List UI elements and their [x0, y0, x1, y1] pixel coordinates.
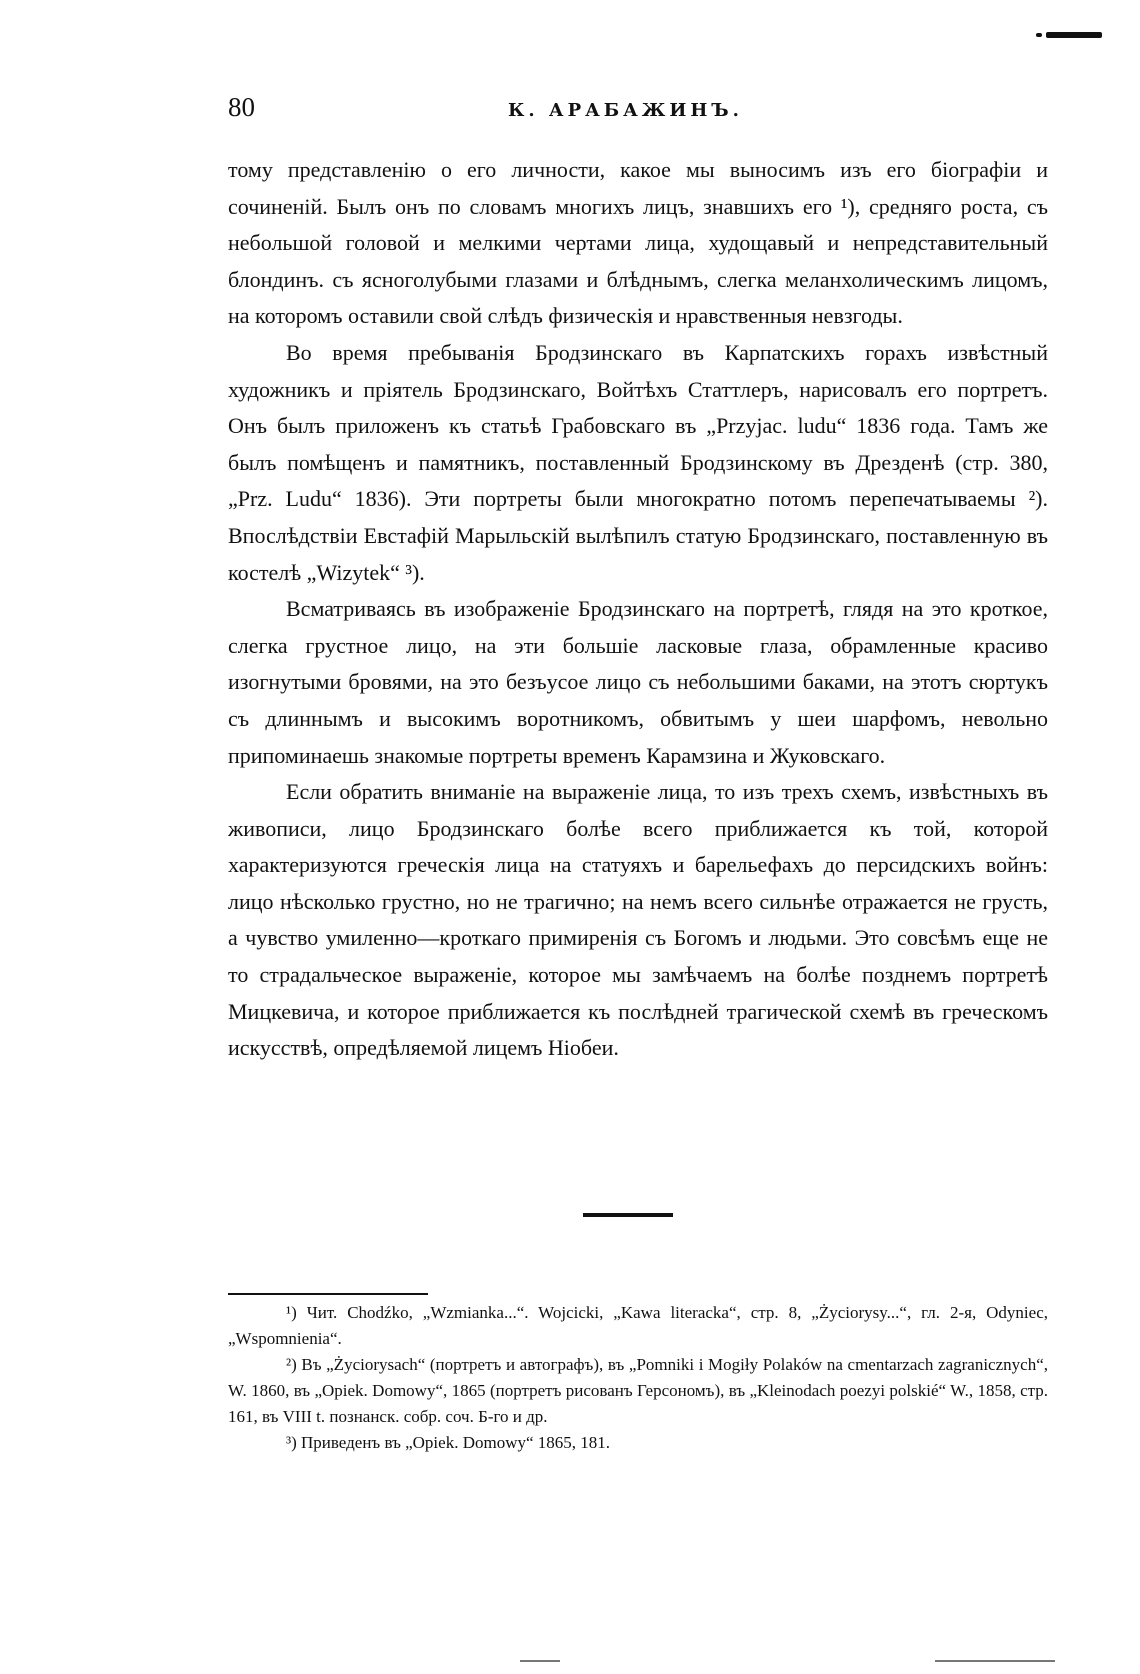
main-text [228, 152, 1048, 1067]
page-number: 80 [228, 92, 255, 122]
paragraph-1: тому представленію о его личности, какое мы выносимъ изъ его біографіи и сочиненій. Былъ онъ по словамъ многихъ лицъ, знавшихъ его ¹), средняго роста, съ небольшой головой и мелкими чертами лица, худощавый и непредставительный блондинъ. съ ясноголубыми глазами и блѣднымъ, слегка меланхолическимъ лицомъ, на которомъ оставили свой слѣдъ физическія и нравственныя невзгоды. [228, 157, 1048, 329]
footnote-2: ²) Въ „Życiorysach“ (портретъ и автографъ), въ „Pomniki i Mogiły Polaków na cmentarzach zagranicznych“, W. 1860, въ „Opiek. Domowy“, 1865 (портретъ рисованъ Герсономъ), въ „Kleinodach poezyi polskié“ W., 1858, стр. 161, въ VIII t. познанск. собр. соч. Б-го и др. [228, 1355, 1048, 1426]
page-header [228, 92, 1048, 132]
scan-bottom-mark [935, 1660, 1055, 1662]
paragraph-3: Всматриваясь въ изображеніе Бродзинскаго на портретѣ, глядя на это кроткое, слегка грустное лицо, на эти большіе ласковые глаза, обрамленные красиво изогнутыми бровями, на это безъусое лицо съ небольшими баками, на этотъ сюртукъ съ длиннымъ и высокимъ воротникомъ, обвитымъ у шеи шарфомъ, невольно припоминаешь знакомые портреты временъ Карамзина и Жуковскаго. [228, 596, 1048, 768]
footnote-rule [228, 1293, 428, 1295]
paragraph-4: Если обратить вниманіе на выраженіе лица, то изъ трехъ схемъ, извѣстныхъ въ живописи, лицо Бродзинскаго болѣе всего приближается къ той, которой характеризуются греческія лица на статуяхъ и барельефахъ до персидскихъ войнъ: лицо нѣсколько грустно, но не трагично; на немъ всего сильнѣе отражается не грусть, а чувство умиленно—кроткаго примиренія съ Богомъ и людьми. Это совсѣмъ еще не то страдальческое выраженіе, которое мы замѣчаемъ на болѣе позднемъ портретѣ Мицкевича, и которое приближается къ послѣдней трагической схемѣ въ греческомъ искусствѣ, опредѣляемой лицемъ Ніобеи. [228, 779, 1048, 1061]
scan-corner-mark [1046, 32, 1102, 38]
footnote-3: ³) Приведенъ въ „Opiek. Domowy“ 1865, 181. [286, 1433, 611, 1452]
footnotes [228, 1300, 1048, 1456]
running-head: К. АРАБАЖИНЪ. [508, 100, 743, 121]
paragraph-2: Во время пребыванія Бродзинскаго въ Карпатскихъ горахъ извѣстный художникъ и пріятель Бродзинскаго, Войтѣхъ Статтлеръ, нарисовалъ его портретъ. Онъ былъ приложенъ къ статьѣ Грабовскаго въ „Przyjac. ludu“ 1836 года. Тамъ же былъ помѣщенъ и памятникъ, поставленный Бродзинскому въ Дрезденѣ (стр. 380, „Prz. Ludu“ 1836). Эти портреты были многократно потомъ перепечатываемы ²). Впослѣдствіи Евстафій Марыльскій вылѣпилъ статую Бродзинскаго, поставленную въ костелѣ „Wizytek“ ³). [228, 339, 1048, 585]
scan-bottom-mark [520, 1660, 560, 1662]
section-separator [583, 1213, 673, 1217]
footnote-1: ¹) Чит. Chodźko, „Wzmianka...“. Wojcicki, „Kawa literacka“, стр. 8, „Życiorysy...“, гл. 2-я, Odyniec, „Wspomnienia“. [228, 1303, 1048, 1348]
